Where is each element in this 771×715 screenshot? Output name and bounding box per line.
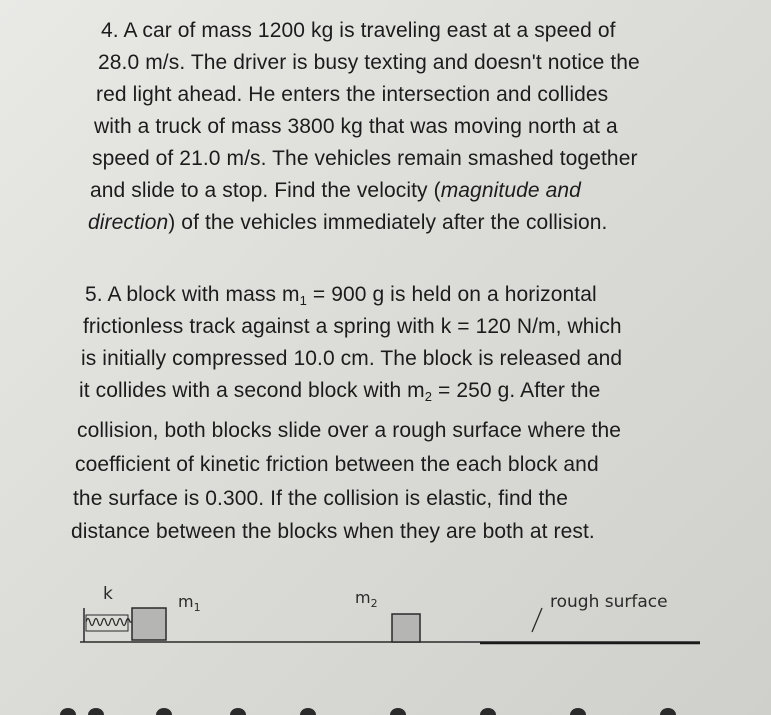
problem-4-line-7 [88, 210, 607, 236]
problem-5-line-4a: it collides with a second block with m [79, 379, 425, 402]
problem-4-line-1: 4. A car of mass 1200 kg is traveling east at a speed of [101, 19, 616, 42]
problem-5-line-5: collision, both blocks slide over a rough surface where the [77, 419, 622, 442]
problem-5-line-4 [79, 378, 600, 404]
problem-5-line-7: the surface is 0.300. If the collision is elastic, find the [73, 487, 568, 510]
problem-5-line-3: is initially compressed 10.0 cm. The block is released and [81, 347, 623, 370]
problem-4-line-6 [90, 178, 581, 204]
problem-5-m1-subscript: 1 [299, 293, 307, 308]
problem-4-italic-direction: direction [88, 211, 169, 234]
problem-4-line-5: speed of 21.0 m/s. The vehicles remain smashed together [92, 147, 638, 170]
problem-4-italic-magnitude: magnitude and [440, 179, 581, 202]
block-2-label-sub: 2 [370, 597, 378, 610]
spring-icon [86, 615, 134, 631]
rough-surface-label: rough surface [550, 592, 668, 612]
block-1-label [178, 592, 201, 614]
block-1-label-m: m [178, 592, 194, 611]
problem-5-line-8: distance between the blocks when they are both at rest. [71, 520, 595, 543]
problem-5-m2-subscript: 2 [424, 389, 433, 404]
problem-4-line-6-text: and slide to a stop. Find the velocity ( [90, 179, 441, 202]
block-2-label [355, 588, 378, 610]
cropped-next-line [60, 700, 760, 715]
problem-5-line-1b: = 900 g is held on a horizontal [306, 283, 597, 306]
problem-5-line-6: coefficient of kinetic friction between the each block and [75, 453, 599, 476]
problem-4-line-3: red light ahead. He enters the intersection and collides [96, 83, 609, 106]
problem-4-line-7-text: ) of the vehicles immediately after the collision. [168, 211, 608, 234]
problem-5-line-4b: = 250 g. After the [432, 379, 601, 402]
block-m2 [392, 614, 420, 642]
collision-diagram [0, 570, 771, 680]
rough-pointer-line [532, 608, 542, 632]
problem-4-line-2: 28.0 m/s. The driver is busy texting and doesn't notice the [98, 51, 640, 74]
problem-5-line-1 [85, 282, 597, 308]
diagram-svg [0, 570, 771, 680]
block-1-label-sub: 1 [193, 601, 201, 614]
spring-label: k [103, 584, 113, 604]
problem-4-line-4: with a truck of mass 3800 kg that was moving north at a [94, 115, 618, 138]
block-m1 [132, 608, 166, 640]
problem-5-line-1a: 5. A block with mass m [85, 283, 300, 306]
block-2-label-m: m [355, 588, 371, 607]
problem-5-line-2: frictionless track against a spring with k = 120 N/m, which [83, 315, 622, 338]
